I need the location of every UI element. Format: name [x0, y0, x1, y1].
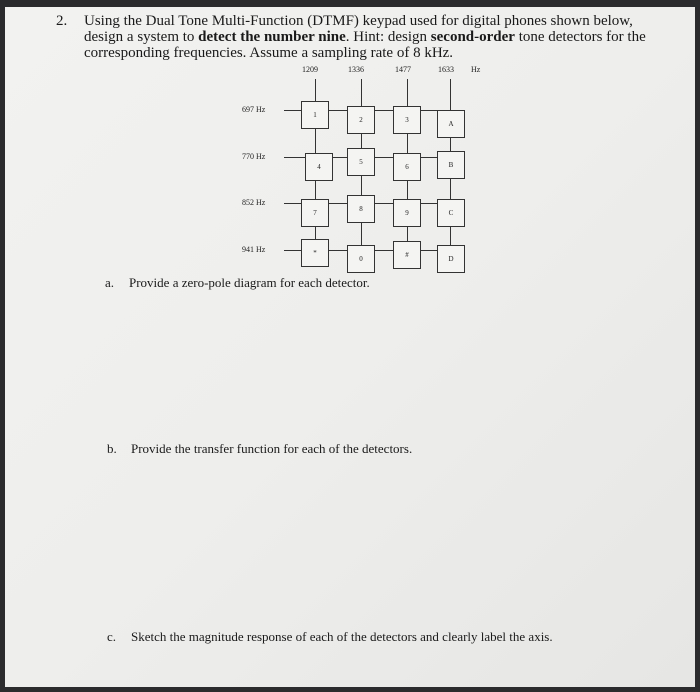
question-line-2 — [84, 29, 654, 45]
line2-mid: . Hint: design — [345, 29, 431, 45]
col-freq-1336: 1336 — [348, 65, 364, 74]
key-2: 2 — [347, 106, 375, 134]
key-1: 1 — [301, 101, 329, 129]
part-a — [105, 275, 370, 291]
part-c — [107, 629, 553, 645]
col-unit-hz: Hz — [471, 65, 481, 74]
key-c: C — [437, 199, 465, 227]
question-line-3: corresponding frequencies. Assume a sampling rate of 8 kHz. — [84, 45, 454, 61]
key-b: B — [437, 151, 465, 179]
key-hash: # — [393, 241, 421, 269]
key-0: 0 — [347, 245, 375, 273]
dtmf-keypad-diagram — [230, 65, 490, 277]
col-freq-1633: 1633 — [438, 65, 454, 74]
question-text — [84, 13, 654, 61]
key-3: 3 — [393, 106, 421, 134]
key-a: A — [437, 110, 465, 138]
question-number: 2. — [56, 13, 68, 29]
row-freq-941: 941 Hz — [242, 245, 266, 254]
key-d: D — [437, 245, 465, 273]
key-9: 9 — [393, 199, 421, 227]
key-7: 7 — [301, 199, 329, 227]
line2-pre: design a system to — [84, 29, 199, 45]
col-freq-1477: 1477 — [395, 65, 411, 74]
worksheet-page — [5, 7, 695, 687]
line2-bold-second-order: second-order — [430, 29, 515, 45]
part-a-text: Provide a zero-pole diagram for each detector. — [129, 275, 370, 290]
part-b-text: Provide the transfer function for each of the detectors. — [131, 441, 413, 456]
question-line-1: Using the Dual Tone Multi-Function (DTMF) keypad used for digital phones shown below, — [84, 13, 633, 29]
col-freq-1209: 1209 — [302, 65, 318, 74]
part-b — [107, 441, 412, 457]
key-6: 6 — [393, 153, 421, 181]
key-4: 4 — [305, 153, 333, 181]
row-freq-852: 852 Hz — [242, 198, 266, 207]
part-c-label: c. — [107, 629, 117, 644]
key-8: 8 — [347, 195, 375, 223]
row-freq-697: 697 Hz — [242, 105, 266, 114]
row-freq-770: 770 Hz — [242, 152, 266, 161]
part-c-text: Sketch the magnitude response of each of the detectors and clearly label the axis. — [131, 629, 553, 644]
part-a-label: a. — [105, 275, 115, 290]
line2-post: tone detectors for the — [514, 29, 646, 45]
key-5: 5 — [347, 148, 375, 176]
line2-bold-nine: detect the number nine — [198, 29, 346, 45]
key-star: * — [301, 239, 329, 267]
part-b-label: b. — [107, 441, 117, 456]
